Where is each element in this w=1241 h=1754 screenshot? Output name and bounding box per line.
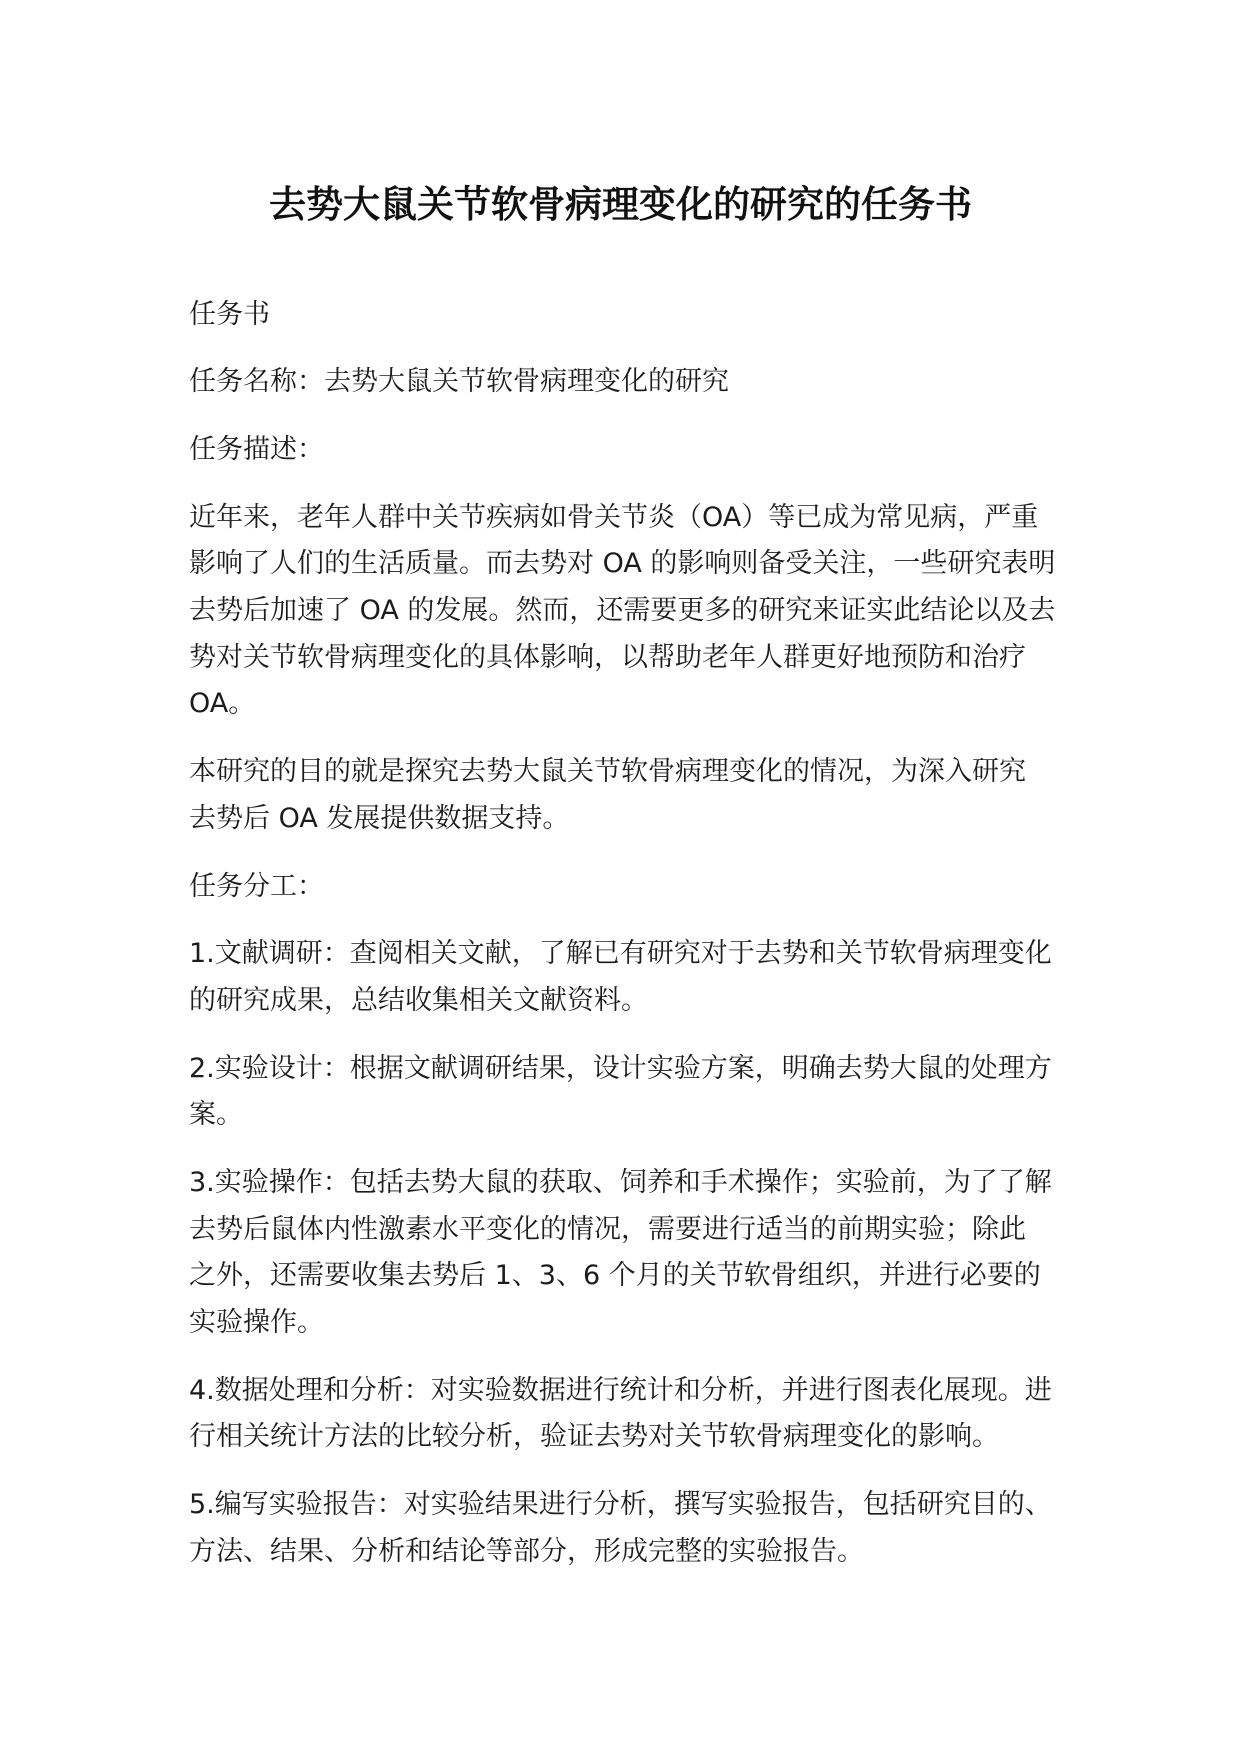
task-name: [189, 359, 1089, 406]
text-line: 任务书: [189, 298, 270, 330]
task-division-label: [189, 864, 1089, 911]
text-line: 影响了人们的生活质量。而去势对 OA 的影响则备受关注，一些研究表明: [189, 548, 1056, 580]
text-line: 1.文献调研：查阅相关文献，了解已有研究对于去势和关节软骨病理变化: [189, 938, 1052, 970]
document-title: 去势大鼠关节软骨病理变化的研究的任务书: [269, 183, 972, 226]
text-line: 实验操作。: [189, 1307, 324, 1339]
text-line: 的研究成果，总结收集相关文献资料。: [189, 984, 648, 1016]
task-description-label: [189, 427, 1089, 474]
document-body: [189, 292, 1089, 1597]
text-line: 5.编写实验报告：对实验结果进行分析，撰写实验报告，包括研究目的、: [189, 1489, 1052, 1521]
text-line: 行相关统计方法的比较分析，验证去势对关节软骨病理变化的影响。: [189, 1421, 999, 1453]
text-line: 去势后 OA 发展提供数据支持。: [189, 802, 570, 834]
text-line: 之外，还需要收集去势后 1、3、6 个月的关节软骨组织，并进行必要的: [189, 1260, 1041, 1292]
division-item-literature-review: [189, 931, 1089, 1024]
text-line: 任务分工：: [189, 870, 324, 902]
text-line: 任务名称：去势大鼠关节软骨病理变化的研究: [189, 366, 729, 398]
text-line: 4.数据处理和分析：对实验数据进行统计和分析，并进行图表化展现。进: [189, 1374, 1052, 1406]
objective-paragraph: [189, 749, 1089, 842]
division-item-experiment-design: [189, 1046, 1089, 1139]
text-line: 方法、结果、分析和结论等部分，形成完整的实验报告。: [189, 1535, 864, 1567]
description-paragraph: [189, 495, 1089, 728]
text-line: 去势后加速了 OA 的发展。然而，还需要更多的研究来证实此结论以及去: [189, 595, 1056, 627]
text-line: 2.实验设计：根据文献调研结果，设计实验方案，明确去势大鼠的处理方: [189, 1052, 1052, 1084]
text-line: 案。: [189, 1099, 243, 1131]
text-line: 势对关节软骨病理变化的具体影响，以帮助老年人群更好地预防和治疗: [189, 641, 1026, 673]
text-line: 去势后鼠体内性激素水平变化的情况，需要进行适当的前期实验；除此: [189, 1213, 1026, 1245]
division-item-data-analysis: [189, 1368, 1089, 1461]
text-line: 近年来，老年人群中关节疾病如骨关节炎（OA）等已成为常见病，严重: [189, 501, 1039, 533]
text-line: 本研究的目的就是探究去势大鼠关节软骨病理变化的情况，为深入研究: [189, 756, 1026, 788]
text-line: OA。: [189, 688, 256, 720]
division-item-experiment-operation: [189, 1160, 1089, 1347]
text-line: 任务描述：: [189, 434, 324, 466]
text-line: 3.实验操作：包括去势大鼠的获取、饲养和手术操作；实验前，为了了解: [189, 1166, 1052, 1198]
heading-task-book: [189, 292, 1089, 339]
division-item-report-writing: [189, 1482, 1089, 1575]
